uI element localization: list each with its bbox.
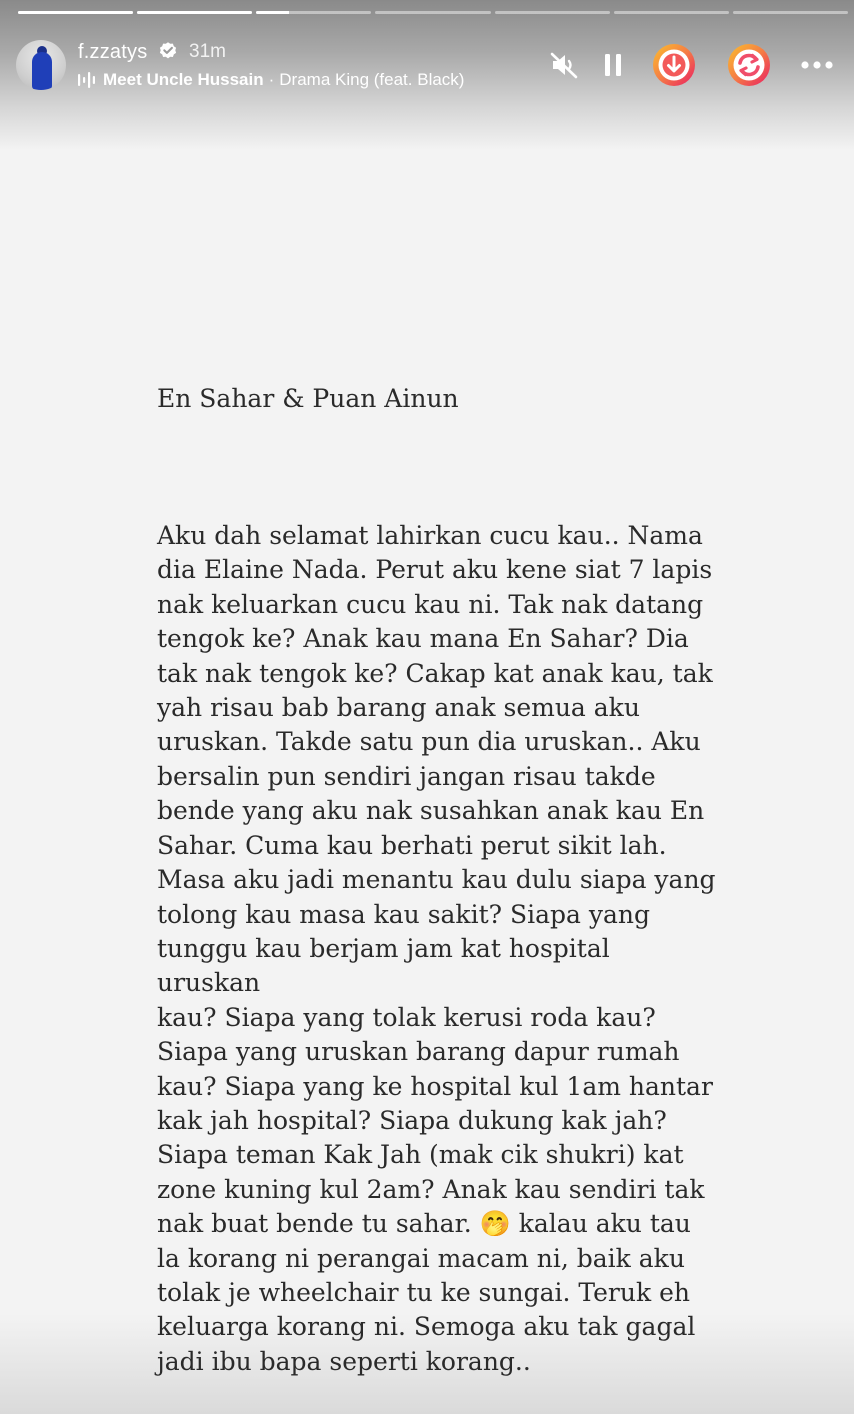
download-button[interactable] — [651, 42, 697, 88]
audio-bars-icon — [78, 72, 95, 88]
more-options-button[interactable] — [794, 42, 840, 88]
verified-badge-icon — [158, 41, 178, 61]
progress-segment — [18, 11, 133, 14]
story-greeting: En Sahar & Puan Ainun — [157, 383, 459, 413]
progress-segment — [495, 11, 610, 14]
mute-button[interactable] — [541, 42, 587, 88]
music-separator: · — [268, 70, 275, 89]
avatar[interactable] — [16, 40, 66, 90]
music-song-title: Drama King (feat. Black) — [279, 70, 465, 89]
music-attribution[interactable] — [78, 69, 464, 91]
pause-button[interactable] — [590, 42, 636, 88]
progress-segment — [137, 11, 252, 14]
more-options-icon — [800, 60, 834, 70]
repost-button[interactable] — [726, 42, 772, 88]
progress-segment — [614, 11, 729, 14]
repost-icon — [726, 42, 772, 88]
story-text-content — [157, 313, 717, 1414]
story-header — [0, 38, 854, 94]
progress-segment-fill — [137, 11, 252, 14]
speaker-muted-icon — [549, 50, 579, 80]
progress-segment — [733, 11, 848, 14]
story-progress-bars — [18, 11, 848, 15]
progress-segment — [375, 11, 490, 14]
username[interactable]: f.zzatys — [78, 41, 148, 63]
pause-icon — [601, 52, 625, 78]
post-time: 31m — [189, 41, 226, 62]
progress-segment-fill — [18, 11, 133, 14]
progress-segment — [256, 11, 371, 14]
download-icon — [651, 42, 697, 88]
music-artist: Meet Uncle Hussain — [103, 70, 264, 89]
avatar-figure — [32, 52, 52, 90]
progress-segment-fill — [256, 11, 288, 14]
story-body: Aku dah selamat lahirkan cucu kau.. Nama dia Elaine Nada. Perut aku kene siat 7 lapis nak keluarkan cucu kau ni. Tak nak datang tengok ke? Anak kau mana En Sahar? Dia tak nak tengok ke? Cakap kat anak kau, tak yah risau bab barang anak semua aku uruskan. Takde satu pun dia uruskan.. Aku bersalin pun sendiri jangan risau takde bende yang aku nak susahkan anak kau En Sahar. Cuma kau berhati perut sikit lah. Masa aku jadi menantu kau dulu siapa yang tolong kau masa kau sakit? Siapa yang tunggu kau berjam jam kat hospital uruskan kau? Siapa yang tolak kerusi roda kau? Siapa yang uruskan barang dapur rumah kau? Siapa yang ke hospital kul 1am hantar kak jah hospital? Siapa dukung kak jah? Siapa teman Kak Jah (mak cik shukri) kat zone kuning kul 2am? Anak kau sendiri tak nak buat bende tu sahar. 🤭 kalau aku tau la korang ni perangai macam ni, baik aku tolak je wheelchair tu ke sungai. Teruk eh keluarga korang ni. Semoga aku tak gagal jadi ibu bapa seperti korang.. — [157, 521, 716, 1376]
